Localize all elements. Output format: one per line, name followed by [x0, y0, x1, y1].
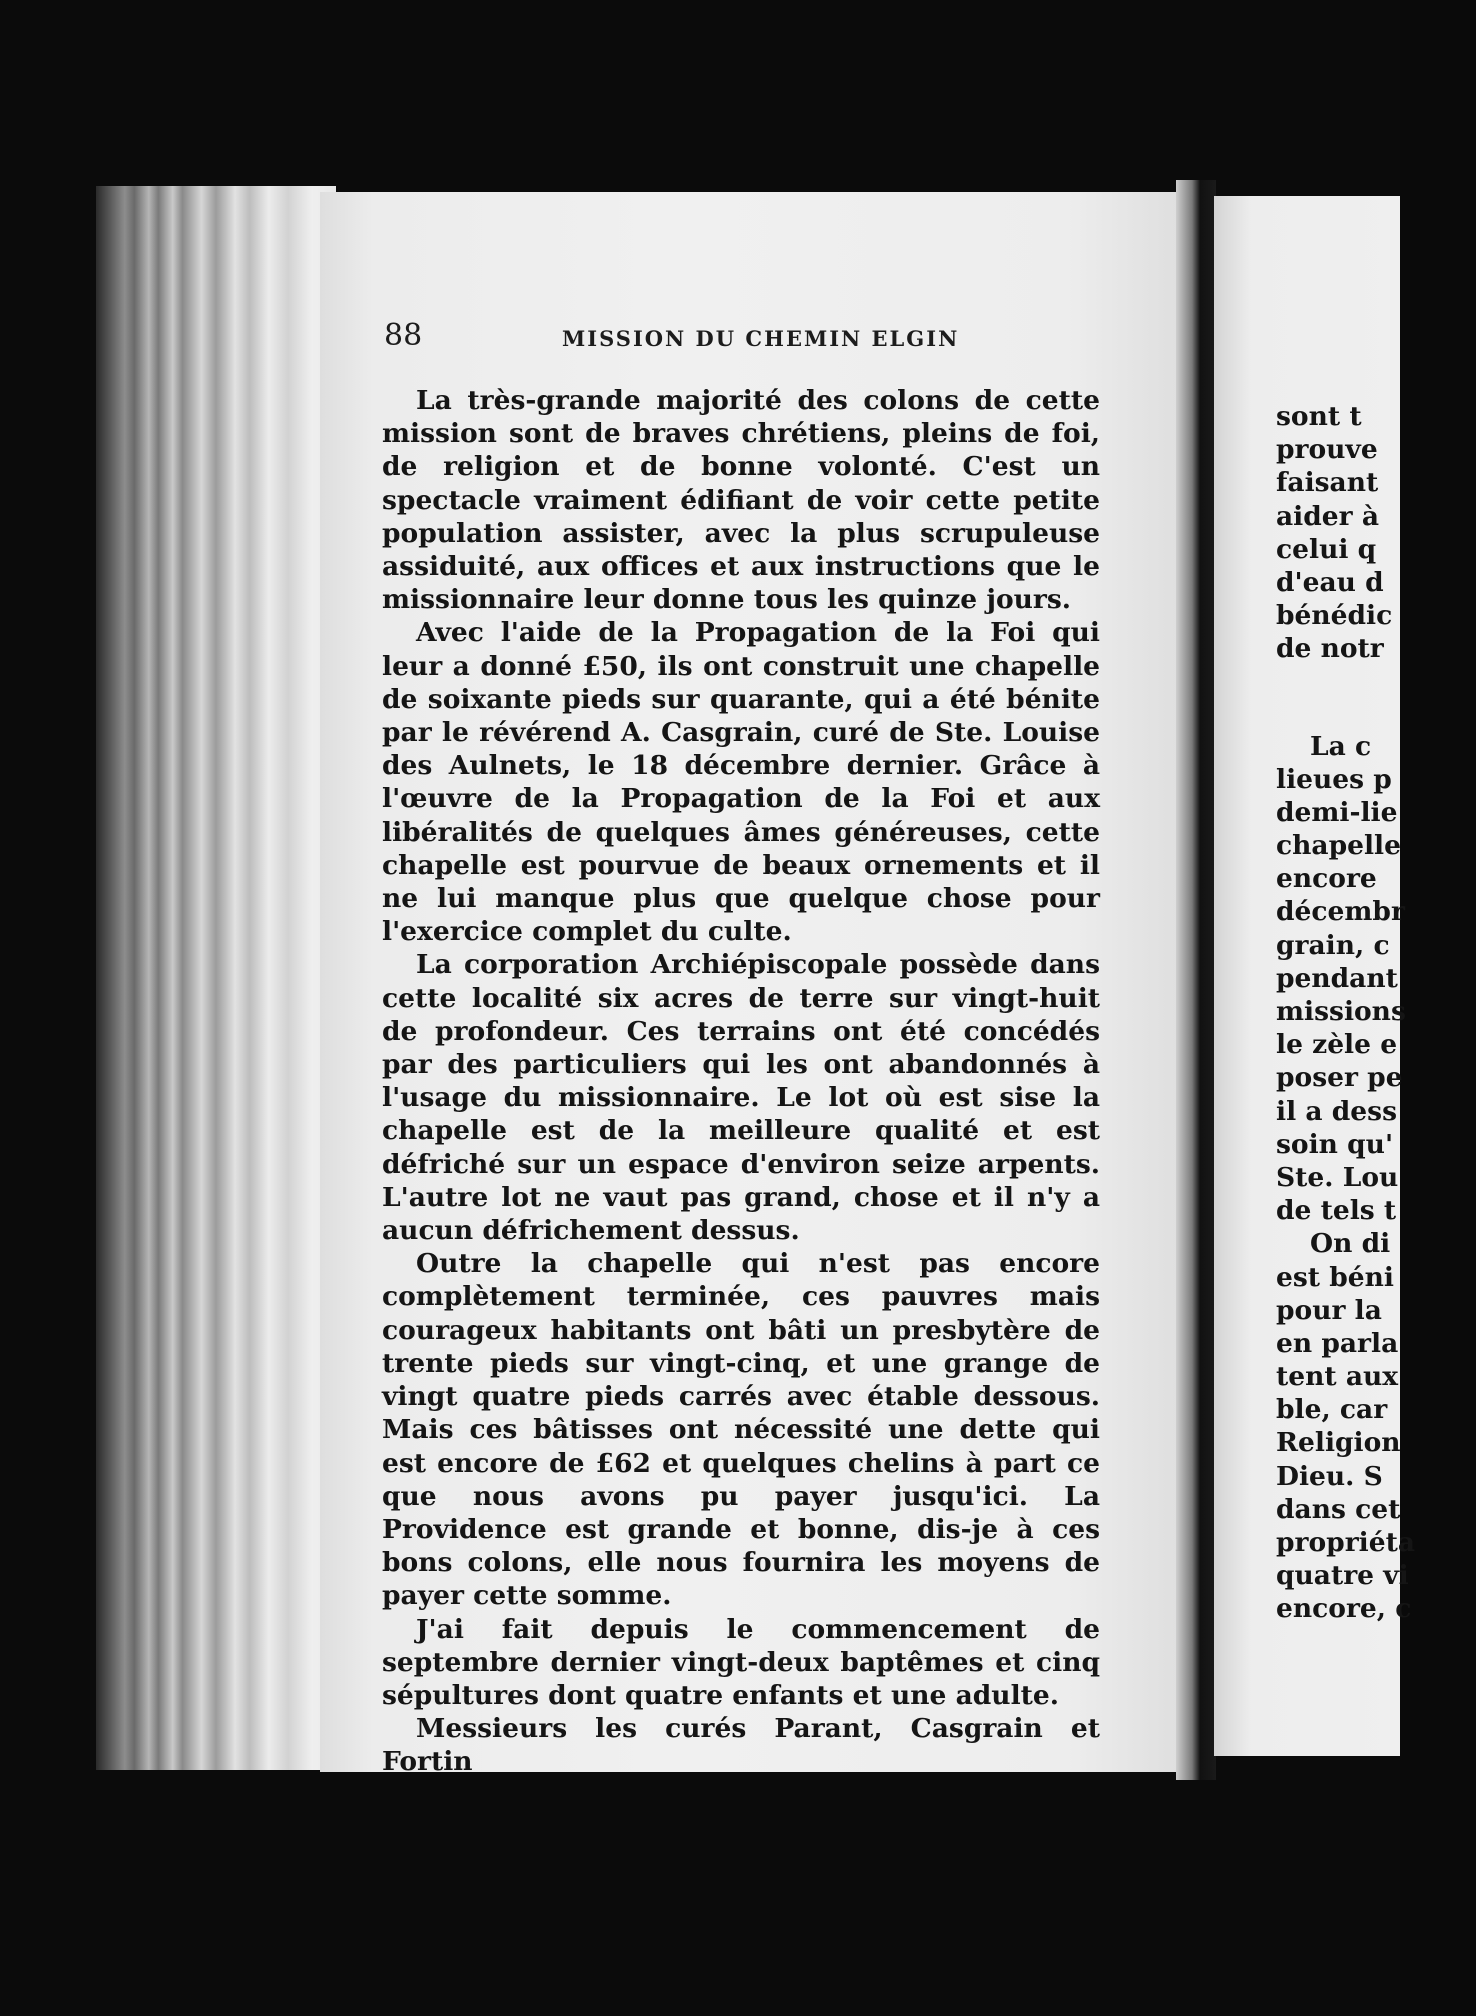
right-line: ble, car	[1276, 1394, 1388, 1426]
paragraph: Outre la chapelle qui n'est pas encore complètement terminée, ces pauvres mais courageux habitants ont bâti un presbytère de trente pieds sur vingt-cinq, et une grange de vingt quatre pieds carrés avec étable dessous. Mais ces bâtisses ont nécessité une dette qui est encore de £62 et quelques chelins à part ce que nous avons pu payer jusqu'ici. La Providence est grande et bonne, dis-je à ces bons colons, elle nous fournira les moyens de payer cette somme.	[382, 1248, 1100, 1612]
right-line: lieues p	[1276, 763, 1392, 795]
right-line: Religion	[1276, 1427, 1401, 1459]
right-line: La c	[1310, 730, 1372, 762]
right-line: d'eau d	[1276, 566, 1384, 598]
right-line: il a dess	[1276, 1095, 1397, 1127]
running-title: MISSION DU CHEMIN ELGIN	[562, 326, 960, 351]
paragraph: Messieurs les curés Parant, Casgrain et Fortin	[382, 1713, 1100, 1778]
right-line: demi-lie	[1276, 796, 1398, 828]
right-line: décembr	[1276, 896, 1405, 928]
right-line: bénédic	[1276, 600, 1393, 632]
right-line: soin qu'	[1276, 1128, 1394, 1160]
right-line: celui q	[1276, 533, 1377, 565]
left-page-body	[382, 384, 1100, 1779]
right-line: Dieu. S	[1276, 1460, 1383, 1492]
paragraph: J'ai fait depuis le commencement de septembre dernier vingt-deux baptêmes et cinq sépultures dont quatre enfants et une adulte.	[382, 1613, 1100, 1711]
running-head	[384, 318, 1104, 358]
right-line: faisant	[1276, 467, 1379, 499]
right-line: de tels t	[1276, 1195, 1397, 1227]
right-line: le zèle e	[1276, 1029, 1398, 1061]
right-line: pour la	[1276, 1294, 1382, 1326]
right-line: en parla	[1276, 1327, 1399, 1359]
right-line: pendant	[1276, 962, 1398, 994]
right-line: dans cet	[1276, 1493, 1401, 1525]
paragraph: La corporation Archiépiscopale possède dans cette localité six acres de terre sur vingt-huit de profondeur. Ces terrains ont été concédés par des particuliers qui les ont abandonnés à l'usage du missionnaire. Le lot où est sise la chapelle est de la meilleure qualité et est défriché sur un espace d'environ seize arpents. L'autre lot ne vaut pas grand, chose et il n'y a aucun défrichement dessus.	[382, 949, 1100, 1247]
right-line: encore, c	[1276, 1593, 1412, 1625]
right-line: missions	[1276, 996, 1406, 1027]
right-line: propriéta	[1276, 1527, 1415, 1558]
right-page-body	[1276, 400, 1476, 1626]
right-line: est béni	[1276, 1261, 1394, 1293]
book-page-edges	[96, 186, 336, 1770]
right-line: chapelle	[1276, 830, 1401, 862]
section-gap	[1276, 666, 1476, 730]
book-gutter	[1176, 180, 1216, 1780]
right-line: quatre vi	[1276, 1560, 1409, 1592]
paragraph: Avec l'aide de la Propagation de la Foi qui leur a donné £50, ils ont construit une chapelle de soixante pieds sur quarante, qui a été bénite par le révérend A. Casgrain, curé de Ste. Louise des Aulnets, le 18 décembre dernier. Grâce à l'œuvre de la Propagation de la Foi et aux libéralités de quelques âmes généreuses, cette chapelle est pourvue de beaux ornements et il ne lui manque plus que quelque chose pour l'exercice complet du culte.	[382, 617, 1100, 948]
right-line: aider à	[1276, 500, 1379, 532]
right-line: poser pe	[1276, 1062, 1403, 1094]
right-line: sont t	[1276, 401, 1362, 432]
right-line: Ste. Lou	[1276, 1161, 1399, 1193]
right-line: On di	[1310, 1228, 1391, 1260]
right-line: grain, c	[1276, 929, 1390, 961]
right-line: prouve	[1276, 434, 1378, 466]
paragraph: La très-grande majorité des colons de cette mission sont de braves chrétiens, pleins de foi, de religion et de bonne volonté. C'est un spectacle vraiment édifiant de voir cette petite population assister, avec la plus scrupuleuse assiduité, aux offices et aux instructions que le missionnaire leur donne tous les quinze jours.	[382, 385, 1100, 616]
right-line: tent aux	[1276, 1361, 1399, 1393]
page-number: 88	[384, 318, 423, 353]
right-line: encore	[1276, 863, 1377, 895]
right-line: de notr	[1276, 633, 1384, 665]
